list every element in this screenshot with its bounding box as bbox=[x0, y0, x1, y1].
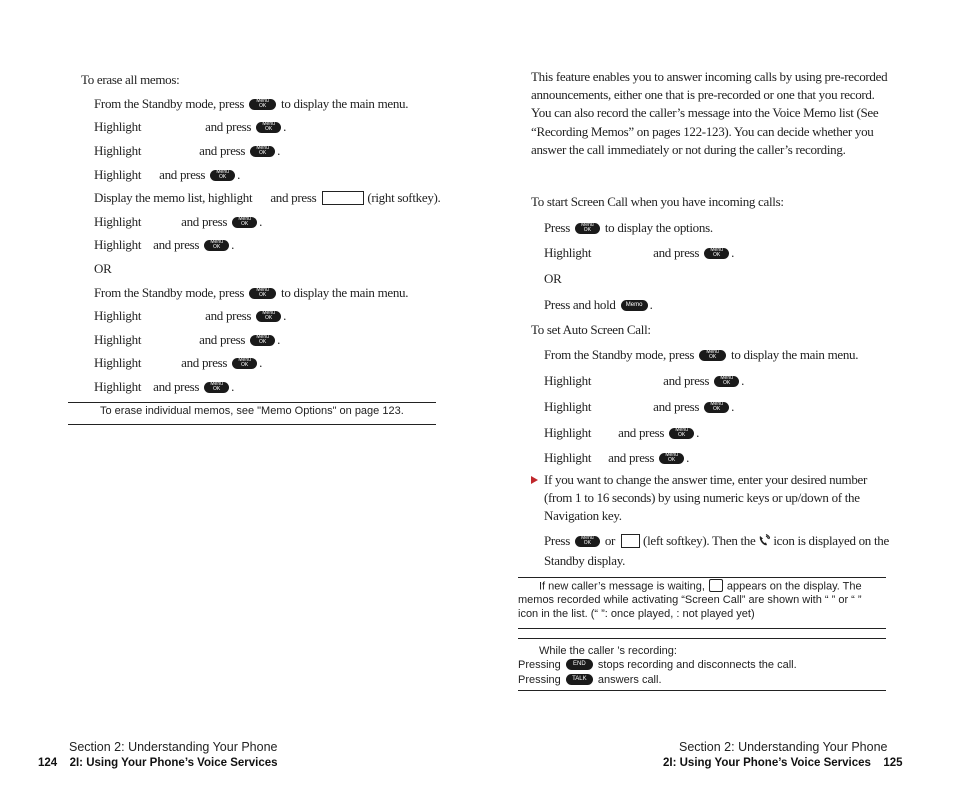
left-step-9: Highlight and press Menu OK . bbox=[94, 308, 287, 323]
left-or: OR bbox=[94, 261, 112, 276]
left-footer-section: Section 2: Understanding Your Phone bbox=[69, 740, 278, 754]
menu-ok-key-icon: Menu OK bbox=[210, 170, 235, 181]
left-footer-sub: 124 2I: Using Your Phone’s Voice Services bbox=[38, 757, 278, 769]
auto-step-5: Highlight and press Menu OK . bbox=[544, 450, 690, 465]
note1-rule-top bbox=[518, 577, 886, 578]
left-step-12: Highlight and press Menu OK . bbox=[94, 379, 235, 394]
auto-step-1: From the Standby mode, press Menu OK to display the main menu. bbox=[544, 347, 859, 362]
left-step-6: Highlight and press Menu OK . bbox=[94, 214, 263, 229]
intro-para-line: answer the call immediately or not during the caller’s recording. bbox=[531, 142, 846, 157]
menu-ok-key-icon: Menu OK bbox=[714, 376, 739, 387]
menu-ok-key-icon: Menu OK bbox=[249, 288, 276, 299]
note2-rule-bottom bbox=[518, 690, 886, 691]
intro-para-line: You can also record the caller’s message into the Voice Memo list (See bbox=[531, 105, 879, 120]
menu-ok-key-icon: Menu OK bbox=[575, 223, 600, 234]
press-hold-step: Press and hold Memo . bbox=[544, 297, 653, 312]
tip-rule-bottom bbox=[68, 424, 436, 425]
left-step-8: From the Standby mode, press Menu OK to display the main menu. bbox=[94, 285, 409, 300]
note1-rule-bottom bbox=[518, 628, 886, 629]
talk-key-icon: TALK bbox=[566, 674, 593, 685]
tip-rule-top bbox=[68, 402, 436, 403]
bullet-line: Navigation key. bbox=[544, 508, 622, 523]
highlight-step: Highlight and press Menu OK . bbox=[544, 245, 735, 260]
note2-line-talk: Pressing TALK answers call. bbox=[518, 674, 662, 686]
menu-ok-key-icon: Menu OK bbox=[249, 99, 276, 110]
note2-title: While the caller ’s recording: bbox=[539, 645, 677, 657]
left-step-3: Highlight and press Menu OK . bbox=[94, 143, 281, 158]
memo-key-icon: Memo bbox=[621, 300, 648, 311]
menu-ok-key-icon: Menu OK bbox=[232, 217, 257, 228]
menu-ok-key-icon: Menu OK bbox=[204, 382, 229, 393]
left-step-7: Highlight and press Menu OK . bbox=[94, 237, 235, 252]
bullet-line: (from 1 to 16 seconds) by using numeric keys or up/down of the bbox=[544, 490, 860, 505]
erase-tip: To erase individual memos, see "Memo Options" on page 123. bbox=[100, 405, 404, 417]
left-step-4: Highlight and press Menu OK . bbox=[94, 167, 241, 182]
bullet-arrow-icon bbox=[531, 476, 538, 484]
left-page-number: 124 bbox=[38, 757, 58, 769]
menu-ok-key-icon: Menu OK bbox=[232, 358, 257, 369]
menu-ok-key-icon: Menu OK bbox=[699, 350, 726, 361]
menu-ok-key-icon: Menu OK bbox=[575, 536, 600, 547]
end-key-icon: END bbox=[566, 659, 593, 670]
message-waiting-icon bbox=[709, 579, 723, 592]
right-footer-section: Section 2: Understanding Your Phone bbox=[679, 740, 888, 754]
step-text: to display the main menu. bbox=[281, 96, 409, 111]
step-text: From the Standby mode, press bbox=[94, 96, 245, 111]
menu-ok-key-icon: Menu OK bbox=[669, 428, 694, 439]
intro-para-line: announcements, either one that is pre-recorded or one that you record. bbox=[531, 87, 875, 102]
left-step-11: Highlight and press Menu OK . bbox=[94, 355, 263, 370]
left-softkey-box bbox=[621, 534, 640, 548]
note1-line-3: icon in the list. (“ ”: once played, : not played yet) bbox=[518, 608, 755, 620]
left-step-1 bbox=[94, 96, 408, 112]
start-screen-call-intro: To start Screen Call when you have incoming calls: bbox=[531, 194, 784, 209]
auto-step-2: Highlight and press Menu OK . bbox=[544, 373, 745, 388]
phone-voice-icon bbox=[758, 534, 770, 546]
note1-line-1: If new caller’s message is waiting, appears on the display. The bbox=[539, 580, 862, 593]
bullet-line: If you want to change the answer time, enter your desired number bbox=[544, 472, 868, 487]
menu-ok-key-icon: Menu OK bbox=[204, 240, 229, 251]
press-or-step: Press Menu OK or (left softkey). Then the icon is displayed on the bbox=[544, 533, 889, 548]
auto-step-4: Highlight and press Menu OK . bbox=[544, 425, 700, 440]
left-step-5: Display the memo list, highlight and press (right softkey). bbox=[94, 190, 441, 205]
note1-line-2: memos recorded while activating “Screen Call” are shown with “ ” or “ ” bbox=[518, 594, 862, 606]
menu-ok-key-icon: Menu OK bbox=[704, 248, 729, 259]
right-or: OR bbox=[544, 271, 562, 286]
auto-screen-call-intro: To set Auto Screen Call: bbox=[531, 322, 651, 337]
auto-step-3: Highlight and press Menu OK . bbox=[544, 399, 735, 414]
right-footer-sub: 2I: Using Your Phone’s Voice Services 125 bbox=[663, 757, 903, 769]
erase-all-intro: To erase all memos: bbox=[81, 72, 180, 87]
standby-display-text: Standby display. bbox=[544, 553, 626, 568]
intro-para-line: “Recording Memos” on pages 122-123). You can decide whether you bbox=[531, 124, 874, 139]
press-options-step: Press Menu OK to display the options. bbox=[544, 220, 713, 235]
left-step-2: Highlight and press Menu OK . bbox=[94, 119, 287, 134]
menu-ok-key-icon: Menu OK bbox=[704, 402, 729, 413]
left-step-10: Highlight and press Menu OK . bbox=[94, 332, 281, 347]
menu-ok-key-icon: Menu OK bbox=[250, 146, 275, 157]
menu-ok-key-icon: Menu OK bbox=[256, 122, 281, 133]
right-softkey-box bbox=[322, 191, 364, 205]
menu-ok-key-icon: Menu OK bbox=[250, 335, 275, 346]
note2-rule-top bbox=[518, 638, 886, 639]
intro-para-line: This feature enables you to answer incoming calls by using pre-recorded bbox=[531, 69, 888, 84]
menu-ok-key-icon: Menu OK bbox=[256, 311, 281, 322]
right-page-number: 125 bbox=[883, 757, 903, 769]
note2-line-end: Pressing END stops recording and disconnects the call. bbox=[518, 659, 797, 671]
menu-ok-key-icon: Menu OK bbox=[659, 453, 684, 464]
